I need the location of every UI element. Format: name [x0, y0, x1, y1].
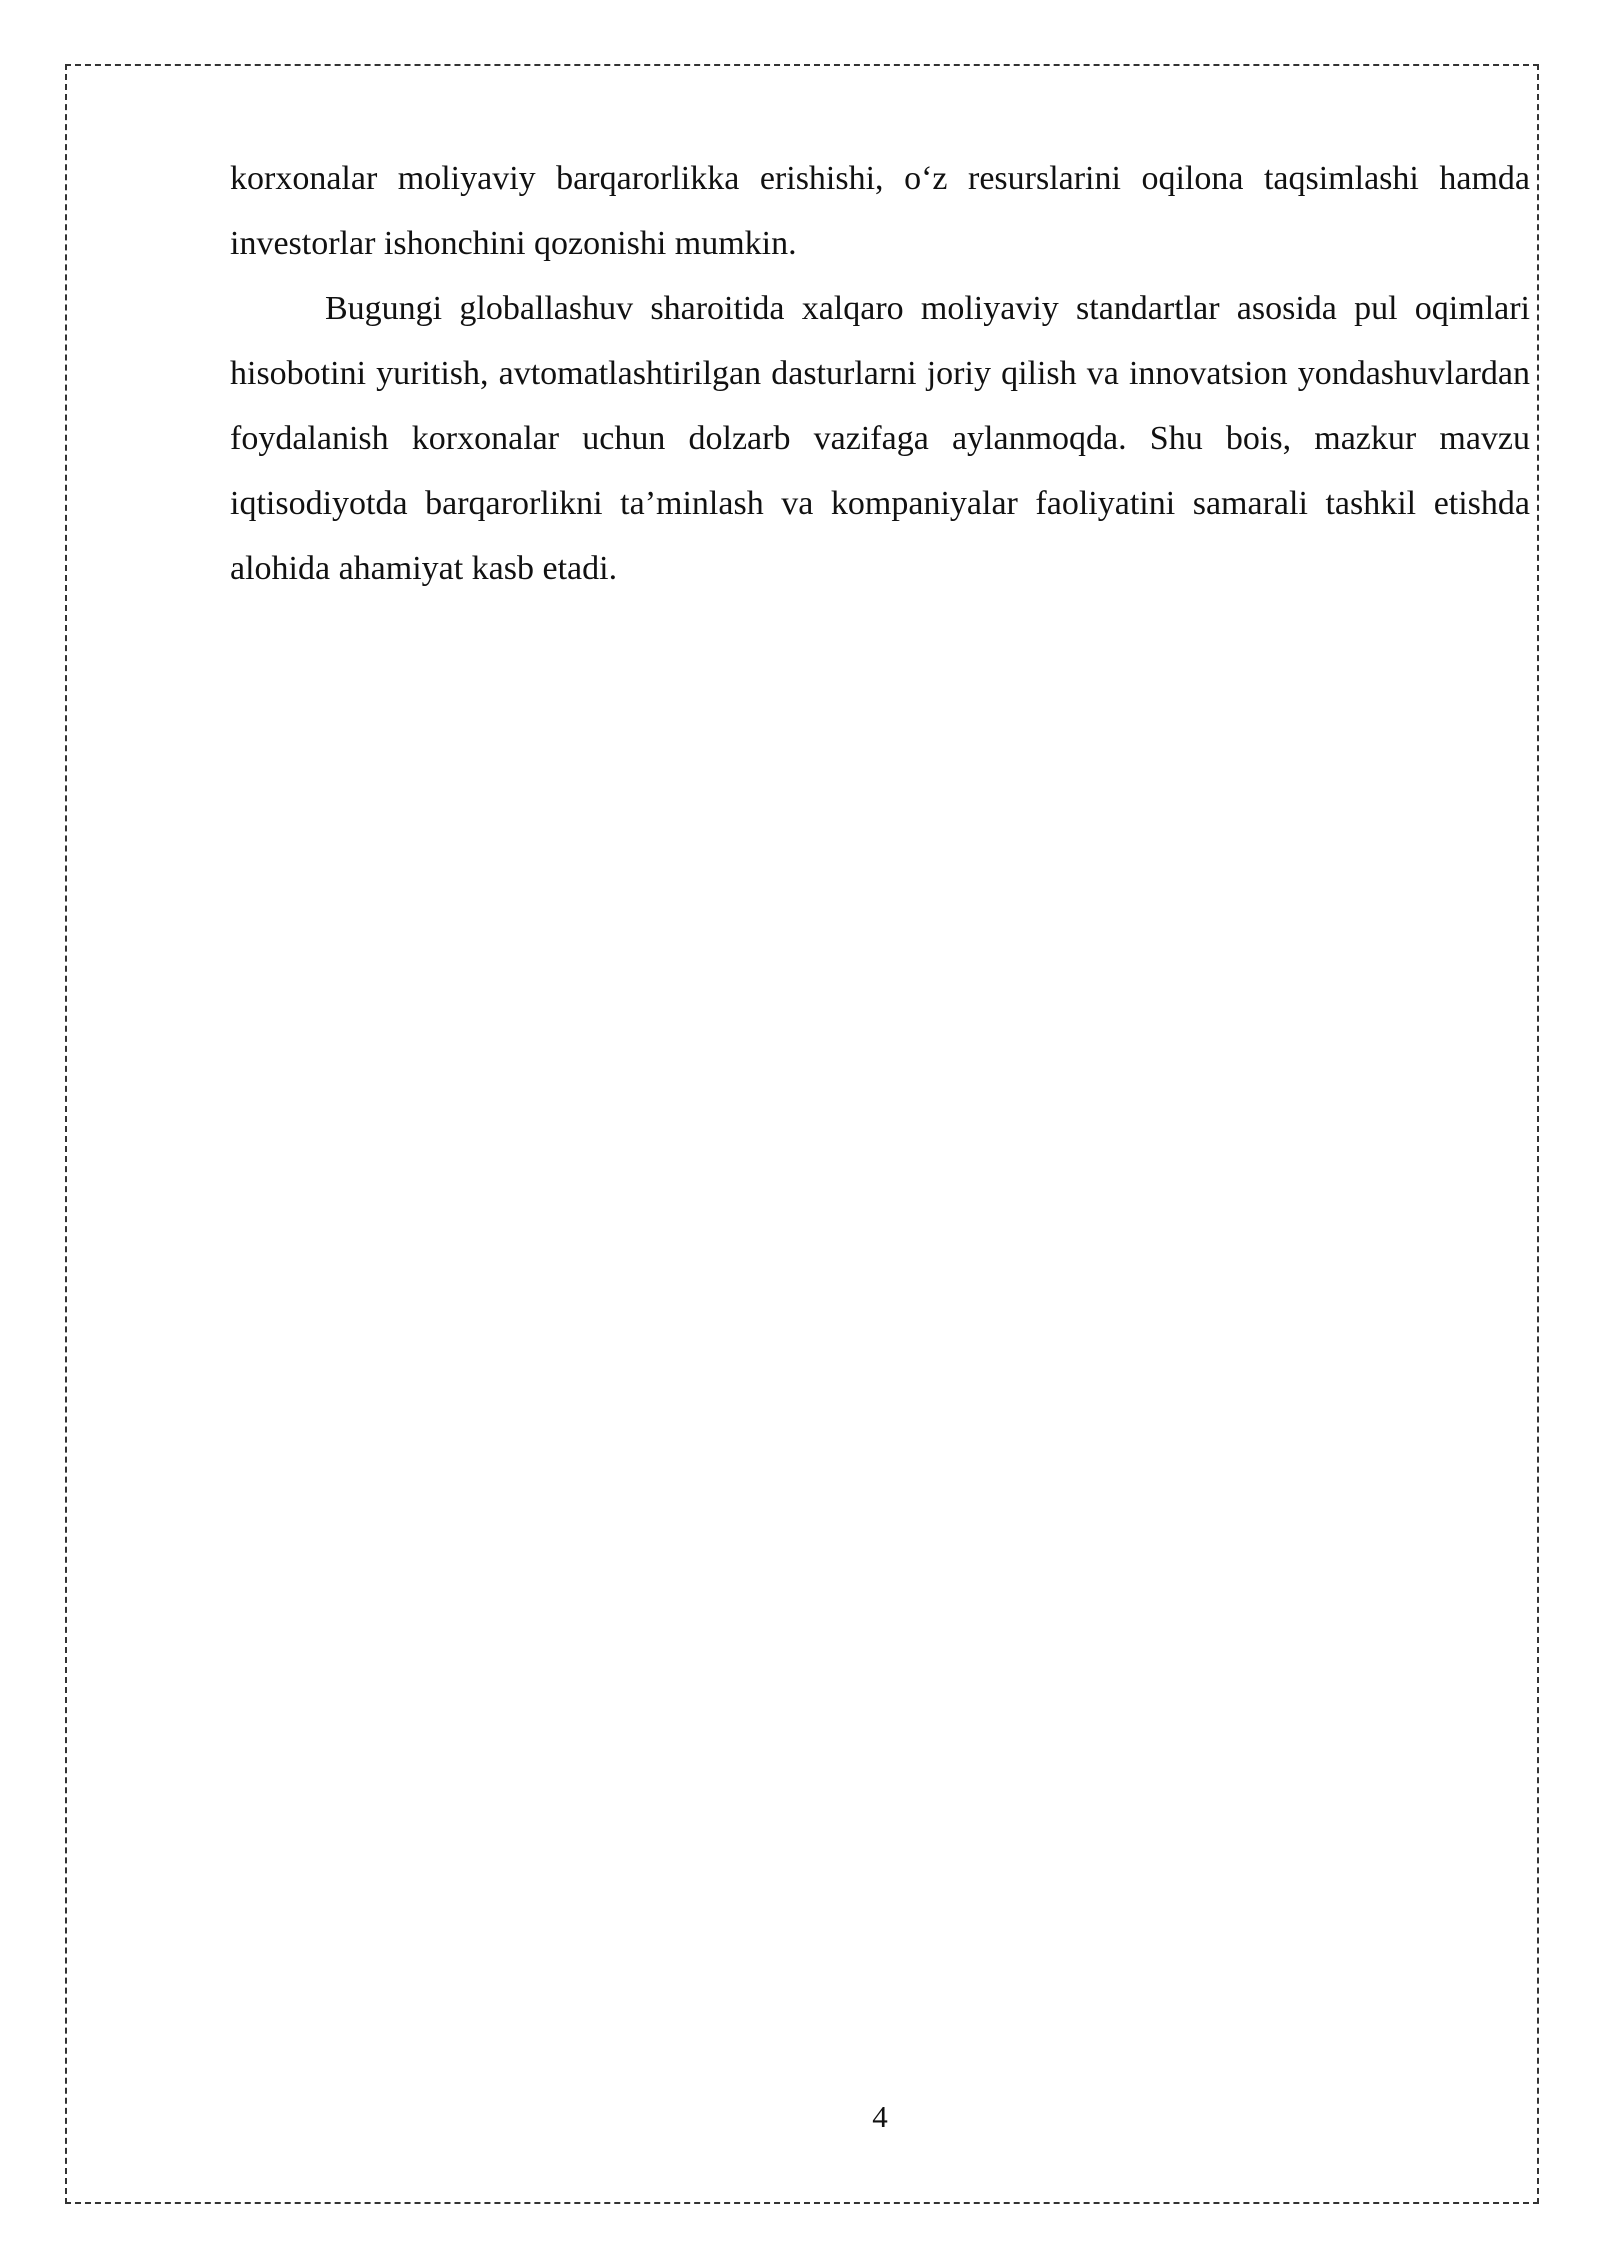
- page-number: 4: [872, 2099, 888, 2134]
- document-body: [230, 146, 1530, 601]
- paragraph-continuation: korxonalar moliyaviy barqarorlikka erishishi, o‘z resurslarini oqilona taqsimlashi hamda investorlar ishonchini qozonishi mumkin.: [230, 160, 1530, 262]
- paragraph: Bugungi globallashuv sharoitida xalqaro moliyaviy standartlar asosida pul oqimlari hisobotini yuritish, avtomatlashtirilgan dasturlarni joriy qilish va innovatsion yondashuvlardan foydalanish korxonalar uchun dolzarb vazifaga aylanmoqda. Shu bois, mazkur mavzu iqtisodiyotda barqarorlikni ta’minlash va kompaniyalar faoliyatini samarali tashkil etishda alohida ahamiyat kasb etadi.: [230, 290, 1530, 587]
